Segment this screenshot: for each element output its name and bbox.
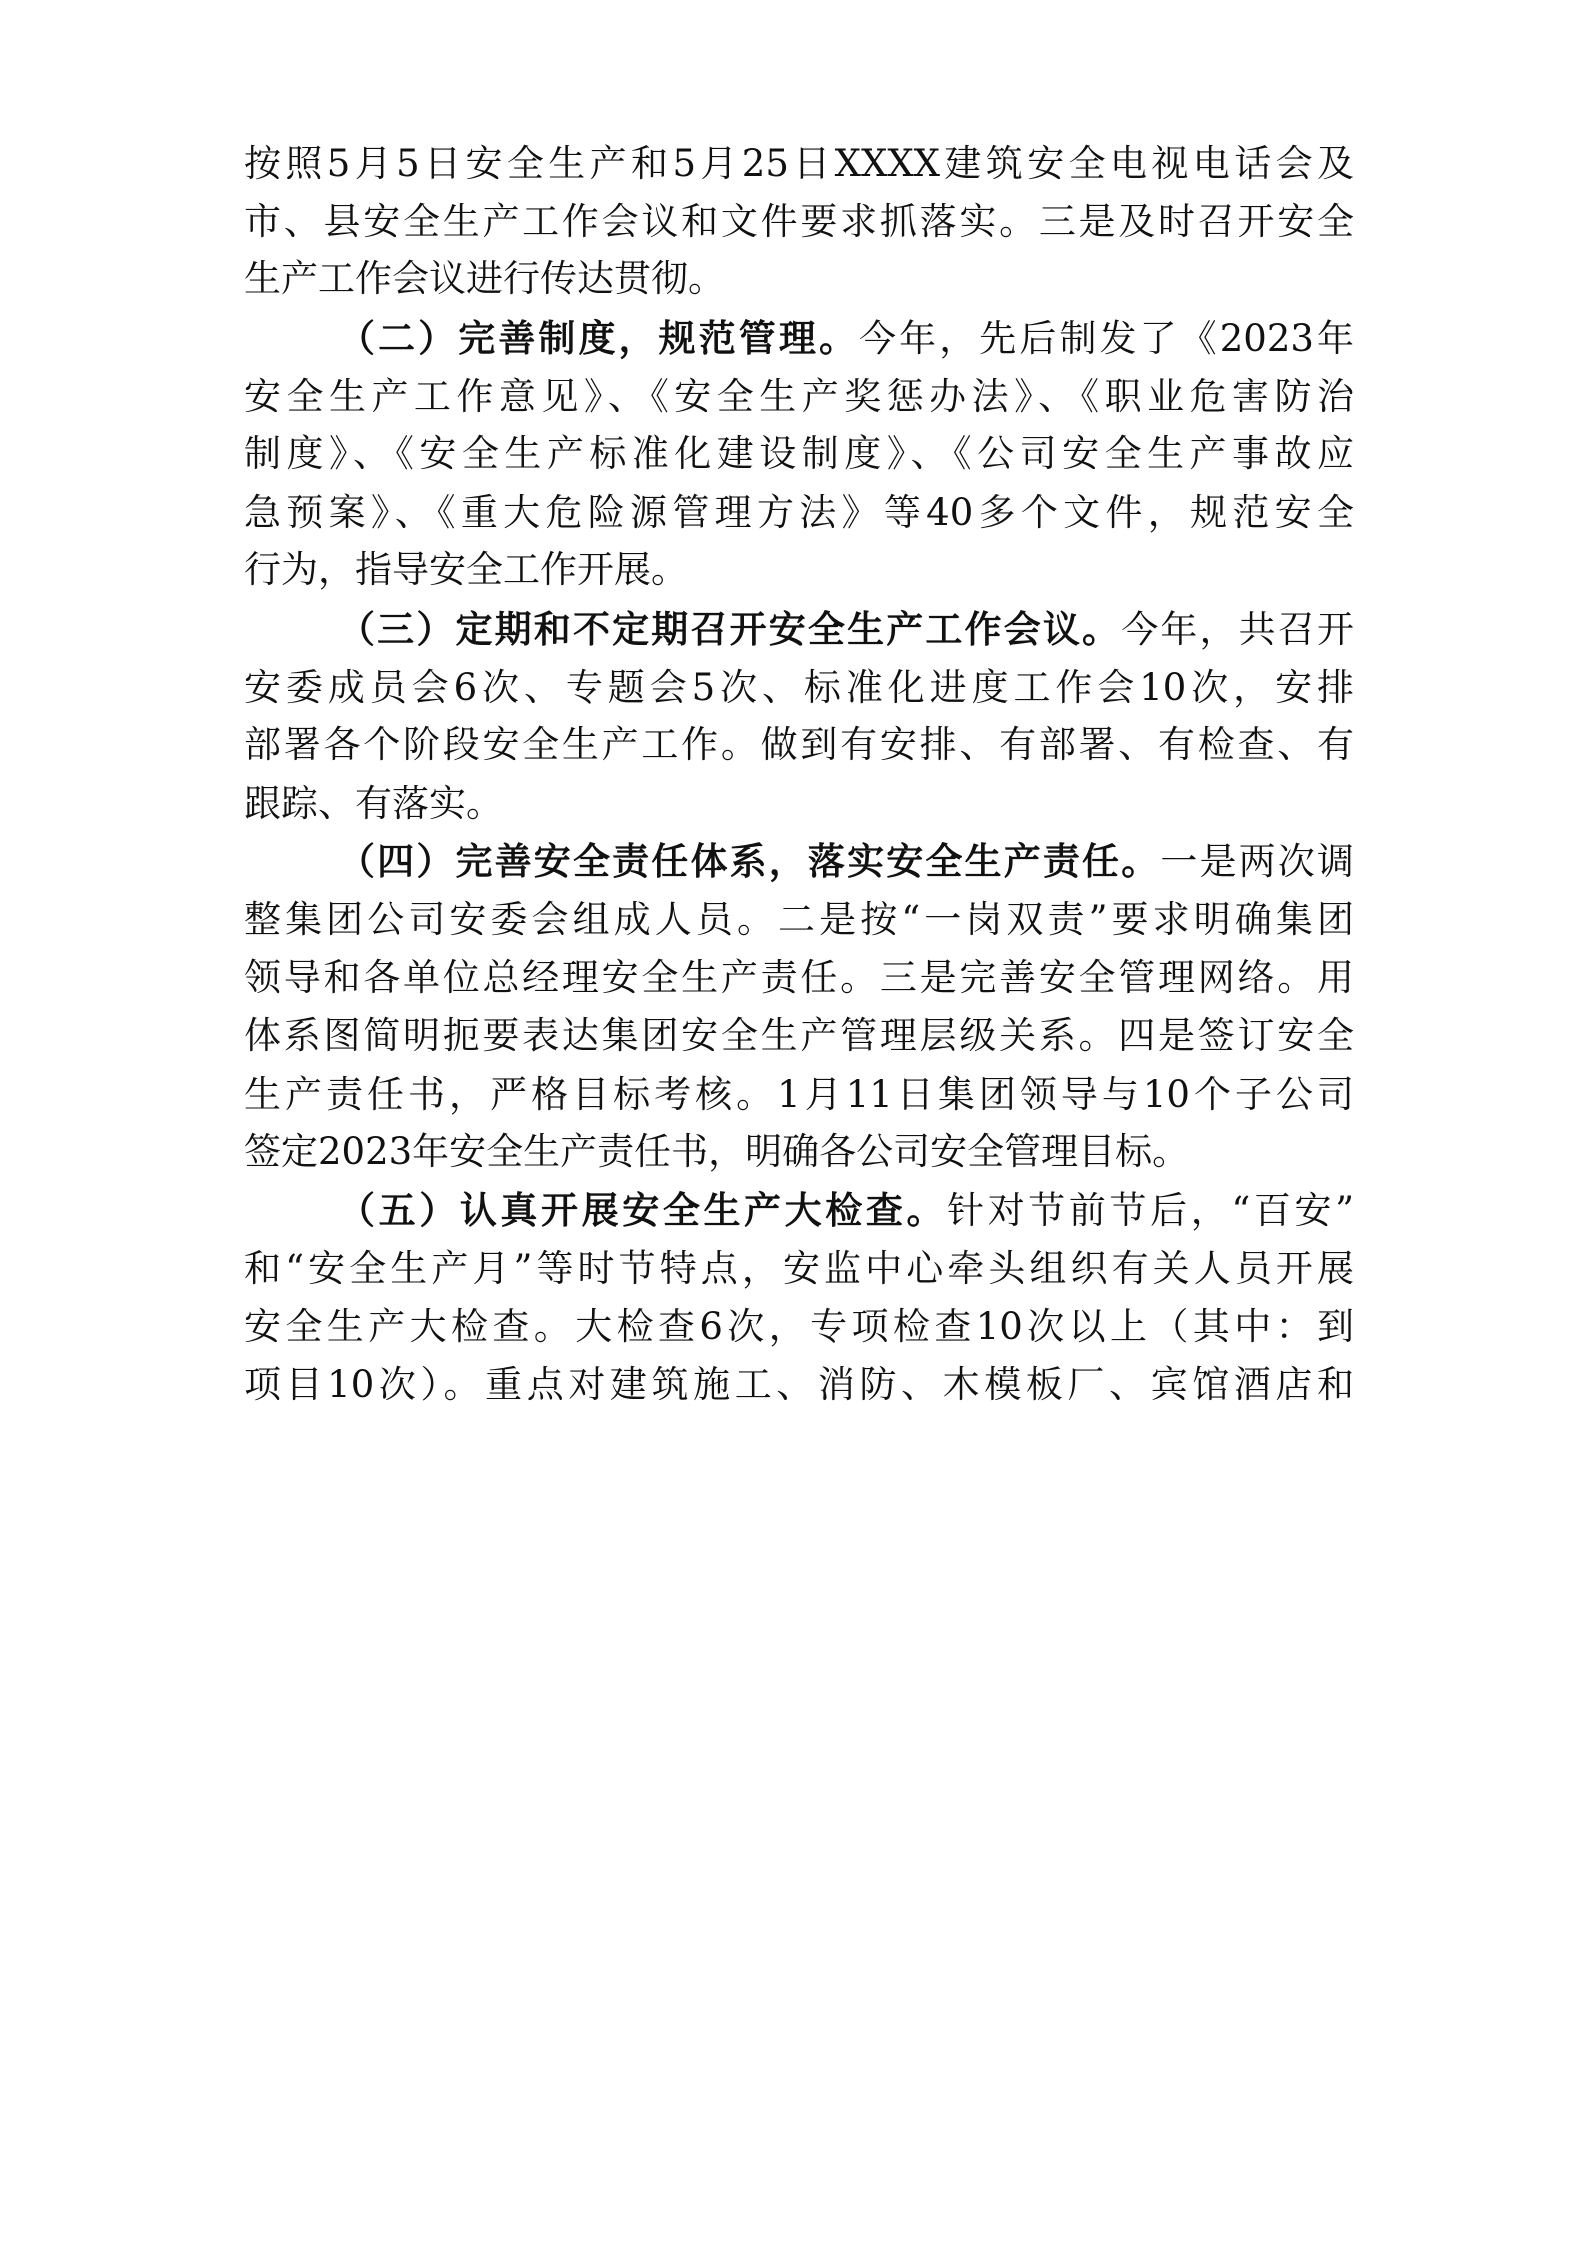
body-line — [244, 715, 1354, 775]
body-line — [244, 424, 1354, 484]
section-heading: （五）认真开展安全生产大检查。 — [338, 1188, 948, 1232]
text: 今年，先后制发了《2023年 — [859, 317, 1355, 360]
text: 制度》、《安全生产标准化建设制度》、《公司安全生产事故应 — [244, 432, 1354, 475]
body-line — [244, 1122, 1354, 1182]
text: 急预案》、《重大危险源管理方法》等40多个文件，规范安全 — [244, 491, 1354, 534]
section-heading: （二）完善制度，规范管理。 — [338, 316, 860, 360]
text: 安委成员会6次、专题会5次、标准化进度工作会10次，安排 — [244, 666, 1354, 709]
text: 整集团公司安委会组成人员。二是按“一岗双责”要求明确集团 — [244, 898, 1354, 941]
text: 今年，共召开 — [1121, 608, 1355, 651]
body-line — [244, 1239, 1354, 1299]
text: 针对节前节后，“百安” — [947, 1189, 1354, 1232]
text: 签定2023年安全生产责任书，明确各公司安全管理目标。 — [244, 1130, 1190, 1173]
text: 按照5月5日安全生产和5月25日XXXX建筑安全电视电话会及 — [244, 142, 1354, 185]
body-line — [244, 192, 1354, 252]
text: 安全生产大检查。大检查6次，专项检查10次以上（其中：到 — [244, 1305, 1354, 1348]
body-line — [244, 249, 1354, 309]
section-heading-line — [338, 599, 1354, 659]
text: 安全生产工作意见》、《安全生产奖惩办法》、《职业危害防治 — [244, 375, 1354, 418]
body-line — [244, 774, 1354, 834]
body-line — [244, 367, 1354, 427]
section-heading: （三）定期和不定期召开安全生产工作会议。 — [338, 607, 1122, 651]
body-line — [244, 540, 1354, 600]
text: 领导和各单位总经理安全生产责任。三是完善安全管理网络。用 — [244, 956, 1354, 999]
body-line — [244, 1065, 1354, 1125]
text: 和“安全生产月”等时节特点，安监中心牵头组织有关人员开展 — [244, 1247, 1354, 1290]
body-line — [244, 948, 1354, 1008]
text: 一是两次调 — [1160, 840, 1354, 883]
body-line — [244, 890, 1354, 950]
text: 市、县安全生产工作会议和文件要求抓落实。三是及时召开安全 — [244, 200, 1354, 243]
text: 项目10次）。重点对建筑施工、消防、木模板厂、宾馆酒店和 — [244, 1363, 1354, 1406]
text: 行为，指导安全工作开展。 — [244, 548, 688, 591]
body-line — [244, 1355, 1354, 1415]
body-line — [244, 1297, 1354, 1357]
section-heading-line — [338, 831, 1354, 891]
section-heading-line — [338, 308, 1354, 368]
body-line — [244, 134, 1354, 194]
body-line — [244, 483, 1354, 543]
text: 生产责任书，严格目标考核。1月11日集团领导与10个子公司 — [244, 1073, 1354, 1116]
body-line — [244, 658, 1354, 718]
section-heading: （四）完善安全责任体系，落实安全生产责任。 — [338, 839, 1161, 883]
section-heading-line — [338, 1180, 1354, 1240]
text: 跟踪、有落实。 — [244, 782, 503, 825]
text: 部署各个阶段安全生产工作。做到有安排、有部署、有检查、有 — [244, 723, 1354, 766]
body-line — [244, 1006, 1354, 1066]
text: 生产工作会议进行传达贯彻。 — [244, 257, 725, 300]
text: 体系图简明扼要表达集团安全生产管理层级关系。四是签订安全 — [244, 1014, 1354, 1057]
